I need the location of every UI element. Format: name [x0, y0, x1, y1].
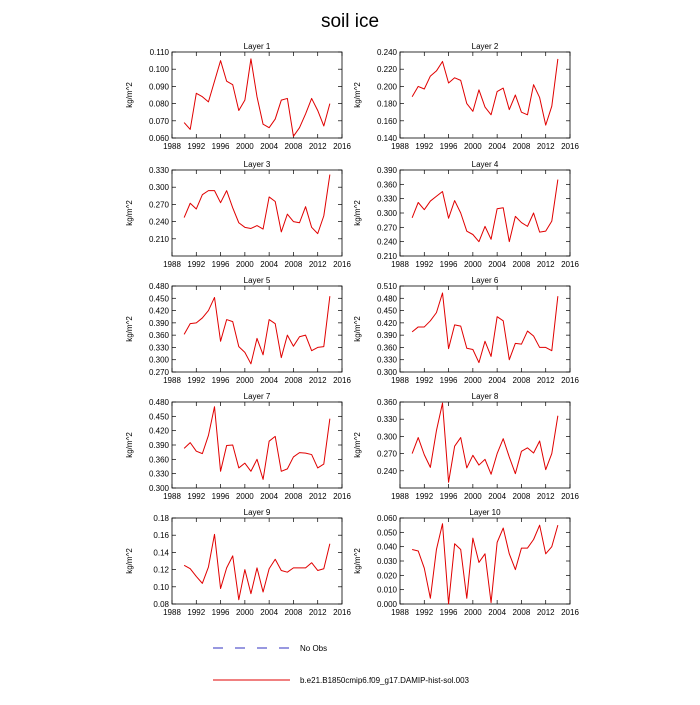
x-tick-label: 1992 — [187, 142, 206, 151]
x-tick-label: 2012 — [308, 142, 327, 151]
x-tick-label: 2016 — [561, 260, 579, 269]
y-tick-label: 0.210 — [376, 252, 397, 261]
y-axis-label: kg/m^2 — [353, 200, 362, 226]
y-tick-label: 0.360 — [376, 343, 397, 353]
y-tick-label: 0.240 — [376, 466, 397, 476]
x-tick-label: 1992 — [415, 260, 434, 269]
y-tick-label: 0.210 — [148, 234, 169, 244]
plot-frame — [172, 286, 342, 372]
series-line — [184, 59, 330, 136]
y-tick-label: 0.360 — [148, 331, 169, 341]
x-tick-label: 2016 — [333, 260, 351, 269]
x-tick-label: 1996 — [439, 142, 458, 151]
x-tick-label: 1988 — [163, 260, 181, 269]
x-tick-label: 1988 — [391, 492, 409, 501]
y-tick-label: 0.000 — [376, 600, 397, 609]
panel-title: Layer 8 — [471, 392, 499, 401]
panel-title: Layer 7 — [243, 392, 271, 401]
legend-obs-label: No Obs — [300, 644, 328, 653]
plot-frame — [172, 170, 342, 256]
y-axis-label: kg/m^2 — [125, 316, 134, 342]
panel-layer-5 — [125, 276, 351, 385]
y-tick-label: 0.300 — [376, 432, 397, 442]
x-tick-label: 1988 — [163, 376, 181, 385]
x-tick-label: 1988 — [391, 142, 409, 151]
y-tick-label: 0.300 — [148, 355, 169, 365]
x-tick-label: 1992 — [415, 142, 434, 151]
plot-frame — [172, 518, 342, 604]
panel-title: Layer 1 — [243, 42, 271, 51]
x-tick-label: 1988 — [163, 142, 181, 151]
y-tick-label: 0.140 — [376, 134, 397, 143]
y-tick-label: 0.390 — [148, 441, 169, 450]
y-tick-label: 0.110 — [149, 48, 169, 57]
x-tick-label: 1992 — [187, 608, 206, 617]
x-tick-label: 2004 — [260, 142, 279, 151]
x-tick-label: 2000 — [235, 260, 254, 269]
panel-layer-9 — [125, 508, 351, 617]
panel-title: Layer 4 — [471, 160, 499, 169]
series-line — [184, 407, 330, 480]
panel-layer-4 — [353, 160, 579, 269]
x-tick-label: 1992 — [187, 492, 206, 501]
y-axis-label: kg/m^2 — [125, 82, 134, 108]
series-line — [412, 524, 558, 604]
x-tick-label: 1992 — [187, 376, 206, 385]
x-tick-label: 2008 — [512, 492, 531, 501]
panel-layer-2 — [353, 42, 579, 151]
y-tick-label: 0.060 — [148, 134, 169, 143]
x-tick-label: 2012 — [536, 492, 555, 501]
x-tick-label: 2008 — [284, 376, 303, 385]
y-tick-label: 0.240 — [376, 48, 397, 57]
y-tick-label: 0.220 — [376, 65, 397, 75]
x-tick-label: 1988 — [391, 260, 409, 269]
y-axis-label: kg/m^2 — [353, 316, 362, 342]
y-tick-label: 0.270 — [148, 368, 169, 377]
x-tick-label: 1996 — [211, 492, 230, 501]
y-tick-label: 0.450 — [148, 294, 169, 304]
x-tick-label: 1992 — [187, 260, 206, 269]
x-tick-label: 1988 — [391, 376, 409, 385]
y-tick-label: 0.390 — [376, 331, 397, 341]
y-tick-label: 0.040 — [376, 542, 397, 552]
x-tick-label: 2000 — [463, 376, 482, 385]
series-line — [184, 296, 330, 364]
panel-layer-3 — [125, 160, 351, 269]
y-tick-label: 0.100 — [148, 65, 169, 75]
panel-layer-1 — [125, 42, 351, 151]
x-tick-label: 2012 — [536, 376, 555, 385]
y-tick-label: 0.300 — [376, 209, 397, 218]
x-tick-label: 2012 — [536, 608, 555, 617]
x-tick-label: 1988 — [163, 608, 181, 617]
y-tick-label: 0.330 — [148, 343, 169, 353]
y-tick-label: 0.16 — [153, 531, 169, 541]
y-axis-label: kg/m^2 — [125, 200, 134, 226]
y-tick-label: 0.270 — [148, 200, 169, 210]
y-tick-label: 0.360 — [376, 398, 397, 407]
plot-frame — [172, 402, 342, 488]
series-line — [412, 403, 558, 482]
x-tick-label: 2004 — [488, 608, 507, 617]
y-tick-label: 0.270 — [376, 449, 397, 459]
y-tick-label: 0.300 — [148, 484, 169, 493]
series-line — [412, 293, 558, 363]
y-tick-label: 0.300 — [148, 183, 169, 193]
plot-frame — [400, 518, 570, 604]
panel-title: Layer 6 — [471, 276, 499, 285]
plot-frame — [400, 52, 570, 138]
x-tick-label: 1988 — [391, 608, 409, 617]
y-tick-label: 0.240 — [148, 217, 169, 227]
y-tick-label: 0.10 — [153, 582, 169, 592]
y-axis-label: kg/m^2 — [353, 548, 362, 574]
y-tick-label: 0.330 — [148, 166, 169, 175]
panel-title: Layer 3 — [243, 160, 271, 169]
y-tick-label: 0.420 — [148, 306, 169, 316]
y-tick-label: 0.070 — [148, 116, 169, 126]
x-tick-label: 2000 — [463, 142, 482, 151]
panel-title: Layer 5 — [243, 276, 271, 285]
x-tick-label: 2008 — [284, 142, 303, 151]
x-tick-label: 2012 — [308, 376, 327, 385]
x-tick-label: 2016 — [333, 608, 351, 617]
series-line — [184, 175, 330, 234]
x-tick-label: 2000 — [463, 260, 482, 269]
series-line — [412, 180, 558, 242]
y-axis-label: kg/m^2 — [125, 548, 134, 574]
x-tick-label: 2016 — [333, 142, 351, 151]
x-tick-label: 1992 — [415, 376, 434, 385]
x-tick-label: 1996 — [439, 376, 458, 385]
y-tick-label: 0.160 — [376, 116, 397, 126]
legend-model-label: b.e21.B1850cmip6.f09_g17.DAMIP-hist-sol.003 — [300, 676, 469, 685]
x-tick-label: 1992 — [415, 608, 434, 617]
y-tick-label: 0.330 — [376, 194, 397, 204]
x-tick-label: 2000 — [235, 492, 254, 501]
x-tick-label: 2004 — [488, 376, 507, 385]
x-tick-label: 1996 — [439, 492, 458, 501]
x-tick-label: 2000 — [235, 376, 254, 385]
panel-layer-10 — [353, 508, 579, 617]
panel-layer-6 — [353, 276, 579, 385]
x-tick-label: 2008 — [512, 260, 531, 269]
panel-title: Layer 10 — [469, 508, 501, 517]
y-tick-label: 0.080 — [148, 99, 169, 109]
y-tick-label: 0.390 — [148, 318, 169, 328]
x-tick-label: 1996 — [211, 608, 230, 617]
x-tick-label: 2000 — [463, 492, 482, 501]
y-tick-label: 0.450 — [376, 306, 397, 316]
y-tick-label: 0.020 — [376, 571, 397, 581]
x-tick-label: 2016 — [561, 142, 579, 151]
x-tick-label: 1996 — [211, 376, 230, 385]
panel-layer-8 — [353, 392, 579, 501]
x-tick-label: 2012 — [308, 492, 327, 501]
x-tick-label: 2000 — [235, 608, 254, 617]
x-tick-label: 1988 — [163, 492, 181, 501]
y-tick-label: 0.420 — [376, 318, 397, 328]
x-tick-label: 1996 — [439, 260, 458, 269]
x-tick-label: 1996 — [211, 260, 230, 269]
panel-grid — [125, 42, 579, 617]
x-tick-label: 2008 — [512, 608, 531, 617]
x-tick-label: 2008 — [512, 376, 531, 385]
y-tick-label: 0.240 — [376, 237, 397, 247]
x-tick-label: 1996 — [211, 142, 230, 151]
y-tick-label: 0.12 — [153, 565, 169, 575]
x-tick-label: 2000 — [235, 142, 254, 151]
y-tick-label: 0.330 — [376, 355, 397, 365]
y-tick-label: 0.010 — [376, 585, 397, 595]
y-tick-label: 0.090 — [148, 82, 169, 92]
x-tick-label: 2004 — [488, 260, 507, 269]
y-tick-label: 0.18 — [153, 514, 169, 523]
y-tick-label: 0.050 — [376, 528, 397, 538]
panel-title: Layer 9 — [243, 508, 271, 517]
y-axis-label: kg/m^2 — [125, 432, 134, 458]
x-tick-label: 2008 — [284, 608, 303, 617]
x-tick-label: 2016 — [333, 376, 351, 385]
x-tick-label: 2016 — [561, 376, 579, 385]
y-tick-label: 0.480 — [148, 282, 169, 291]
x-tick-label: 1996 — [439, 608, 458, 617]
y-tick-label: 0.200 — [376, 82, 397, 92]
y-tick-label: 0.180 — [376, 99, 397, 109]
figure-title: soil ice — [320, 11, 380, 32]
x-tick-label: 2016 — [561, 492, 579, 501]
series-line — [184, 534, 330, 599]
x-tick-label: 1992 — [415, 492, 434, 501]
legend — [213, 644, 470, 685]
series-line — [412, 59, 558, 125]
y-tick-label: 0.270 — [376, 223, 397, 233]
y-tick-label: 0.330 — [148, 469, 169, 479]
x-tick-label: 2012 — [536, 142, 555, 151]
x-tick-label: 2004 — [488, 492, 507, 501]
y-tick-label: 0.360 — [148, 455, 169, 465]
x-tick-label: 2004 — [260, 376, 279, 385]
x-tick-label: 2012 — [308, 260, 327, 269]
y-tick-label: 0.420 — [148, 426, 169, 436]
y-tick-label: 0.030 — [376, 557, 397, 566]
x-tick-label: 2016 — [333, 492, 351, 501]
y-tick-label: 0.390 — [376, 166, 397, 175]
y-axis-label: kg/m^2 — [353, 432, 362, 458]
y-tick-label: 0.14 — [153, 548, 169, 558]
plot-frame — [400, 286, 570, 372]
y-tick-label: 0.08 — [153, 600, 169, 609]
y-tick-label: 0.450 — [148, 412, 169, 422]
panel-title: Layer 2 — [471, 42, 499, 51]
x-tick-label: 2008 — [284, 260, 303, 269]
y-tick-label: 0.480 — [376, 294, 397, 304]
x-tick-label: 2004 — [260, 260, 279, 269]
panel-layer-7 — [125, 392, 351, 501]
x-tick-label: 2012 — [536, 260, 555, 269]
x-tick-label: 2016 — [561, 608, 579, 617]
y-tick-label: 0.480 — [148, 398, 169, 407]
y-tick-label: 0.330 — [376, 415, 397, 425]
x-tick-label: 2000 — [463, 608, 482, 617]
plot-frame — [400, 170, 570, 256]
y-tick-label: 0.300 — [376, 368, 397, 377]
y-tick-label: 0.510 — [376, 282, 397, 291]
y-axis-label: kg/m^2 — [353, 82, 362, 108]
y-tick-label: 0.360 — [376, 180, 397, 190]
x-tick-label: 2004 — [260, 608, 279, 617]
x-tick-label: 2008 — [284, 492, 303, 501]
y-tick-label: 0.060 — [376, 514, 397, 523]
x-tick-label: 2008 — [512, 142, 531, 151]
x-tick-label: 2004 — [488, 142, 507, 151]
x-tick-label: 2012 — [308, 608, 327, 617]
x-tick-label: 2004 — [260, 492, 279, 501]
plot-frame — [400, 402, 570, 488]
